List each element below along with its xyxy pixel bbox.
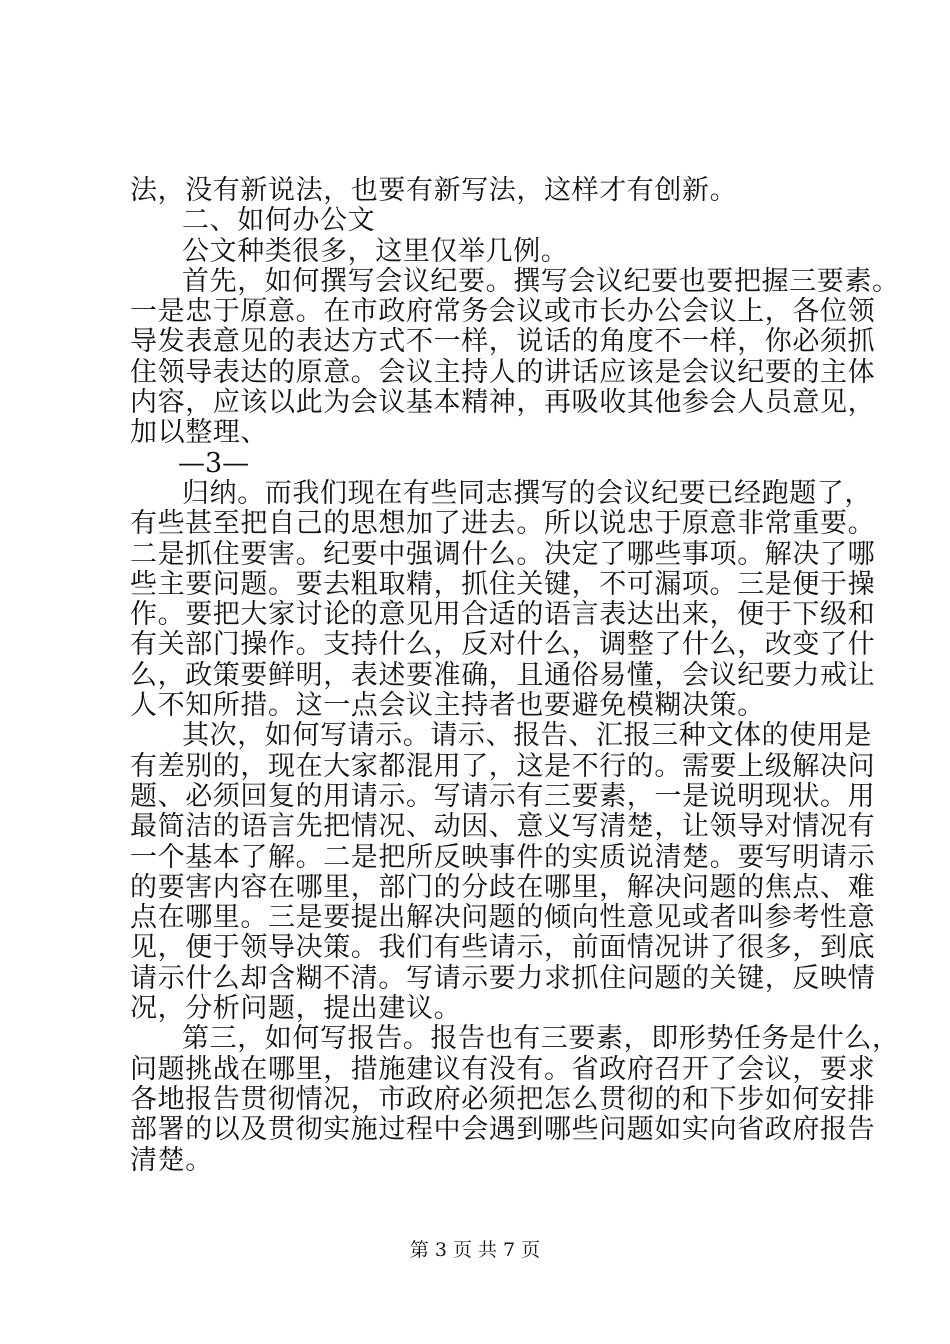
text-line: 加以整理、 — [130, 417, 268, 449]
text-line: 清楚。 — [130, 1144, 213, 1176]
embedded-page-marker: —3— — [178, 447, 250, 479]
text-line: 况，分析问题，提出建议。 — [130, 993, 462, 1025]
text-line: 一个基本了解。二是把所反映事件的实质说清楚。要写明请示 — [130, 841, 876, 873]
section-heading: 二、如何办公文 — [182, 205, 376, 237]
paragraph-start-line: 第三，如何写报告。报告也有三要素，即形势任务是什么， — [182, 1023, 900, 1055]
text-line: 有些甚至把自己的思想加了进去。所以说忠于原意非常重要。 — [130, 508, 876, 540]
paragraph-start-line: 归纳。而我们现在有些同志撰写的会议纪要已经跑题了， — [182, 477, 872, 509]
text-line: 最简洁的语言先把情况、动因、意义写清楚，让领导对情况有 — [130, 811, 876, 843]
text-line: 点在哪里。三是要提出解决问题的倾向性意见或者叫参考性意 — [130, 902, 876, 934]
text-line: 各地报告贯彻情况，市政府必须把怎么贯彻的和下步如何安排 — [130, 1083, 876, 1115]
text-line: 住领导表达的原意。会议主持人的讲话应该是会议纪要的主体 — [130, 356, 876, 388]
text-line: 问题挑战在哪里，措施建议有没有。省政府召开了会议，要求 — [130, 1053, 876, 1085]
page-footer — [0, 1238, 950, 1262]
text-line: 的要害内容在哪里，部门的分歧在哪里，解决问题的焦点、难 — [130, 871, 876, 903]
text-line: 内容，应该以此为会议基本精神，再吸收其他参会人员意见， — [130, 387, 876, 419]
text-line: 公文种类很多，这里仅举几例。 — [182, 235, 569, 267]
text-line: 么，政策要鲜明，表述要准确，且通俗易懂，会议纪要力戒让 — [130, 659, 876, 691]
text-line: 些主要问题。要去粗取精，抓住关键，不可漏项。三是便于操 — [130, 568, 876, 600]
paragraph-start-line: 其次，如何写请示。请示、报告、汇报三种文体的使用是 — [182, 720, 872, 752]
text-line: 二是抓住要害。纪要中强调什么。决定了哪些事项。解决了哪 — [130, 538, 876, 570]
text-line: 作。要把大家讨论的意见用合适的语言表达出来，便于下级和 — [130, 599, 876, 631]
text-line: 请示什么却含糊不清。写请示要力求抓住问题的关键，反映情 — [130, 962, 876, 994]
text-line: 有关部门操作。支持什么，反对什么，调整了什么，改变了什 — [130, 629, 876, 661]
text-line: 部署的以及贯彻实施过程中会遇到哪些问题如实向省政府报告 — [130, 1114, 876, 1146]
text-line: 法，没有新说法，也要有新写法，这样才有创新。 — [130, 175, 738, 206]
text-line: 见，便于领导决策。我们有些请示，前面情况讲了很多，到底 — [130, 932, 876, 964]
text-line: 导发表意见的表达方式不一样，说话的角度不一样，你必须抓 — [130, 326, 876, 358]
text-line: 题、必须回复的用请示。写请示有三要素，一是说明现状。用 — [130, 780, 876, 812]
text-line: 人不知所措。这一点会议主持者也要避免模糊决策。 — [130, 690, 765, 722]
text-line: 有差别的，现在大家都混用了，这是不行的。需要上级解决问 — [130, 750, 876, 782]
paragraph-start-line: 首先，如何撰写会议纪要。撰写会议纪要也要把握三要素。 — [182, 265, 900, 297]
document-body — [130, 175, 900, 1176]
text-line: 一是忠于原意。在市政府常务会议或市长办公会议上，各位领 — [130, 296, 876, 328]
page-number-label: 第 3 页 共 7 页 — [409, 1239, 541, 1261]
